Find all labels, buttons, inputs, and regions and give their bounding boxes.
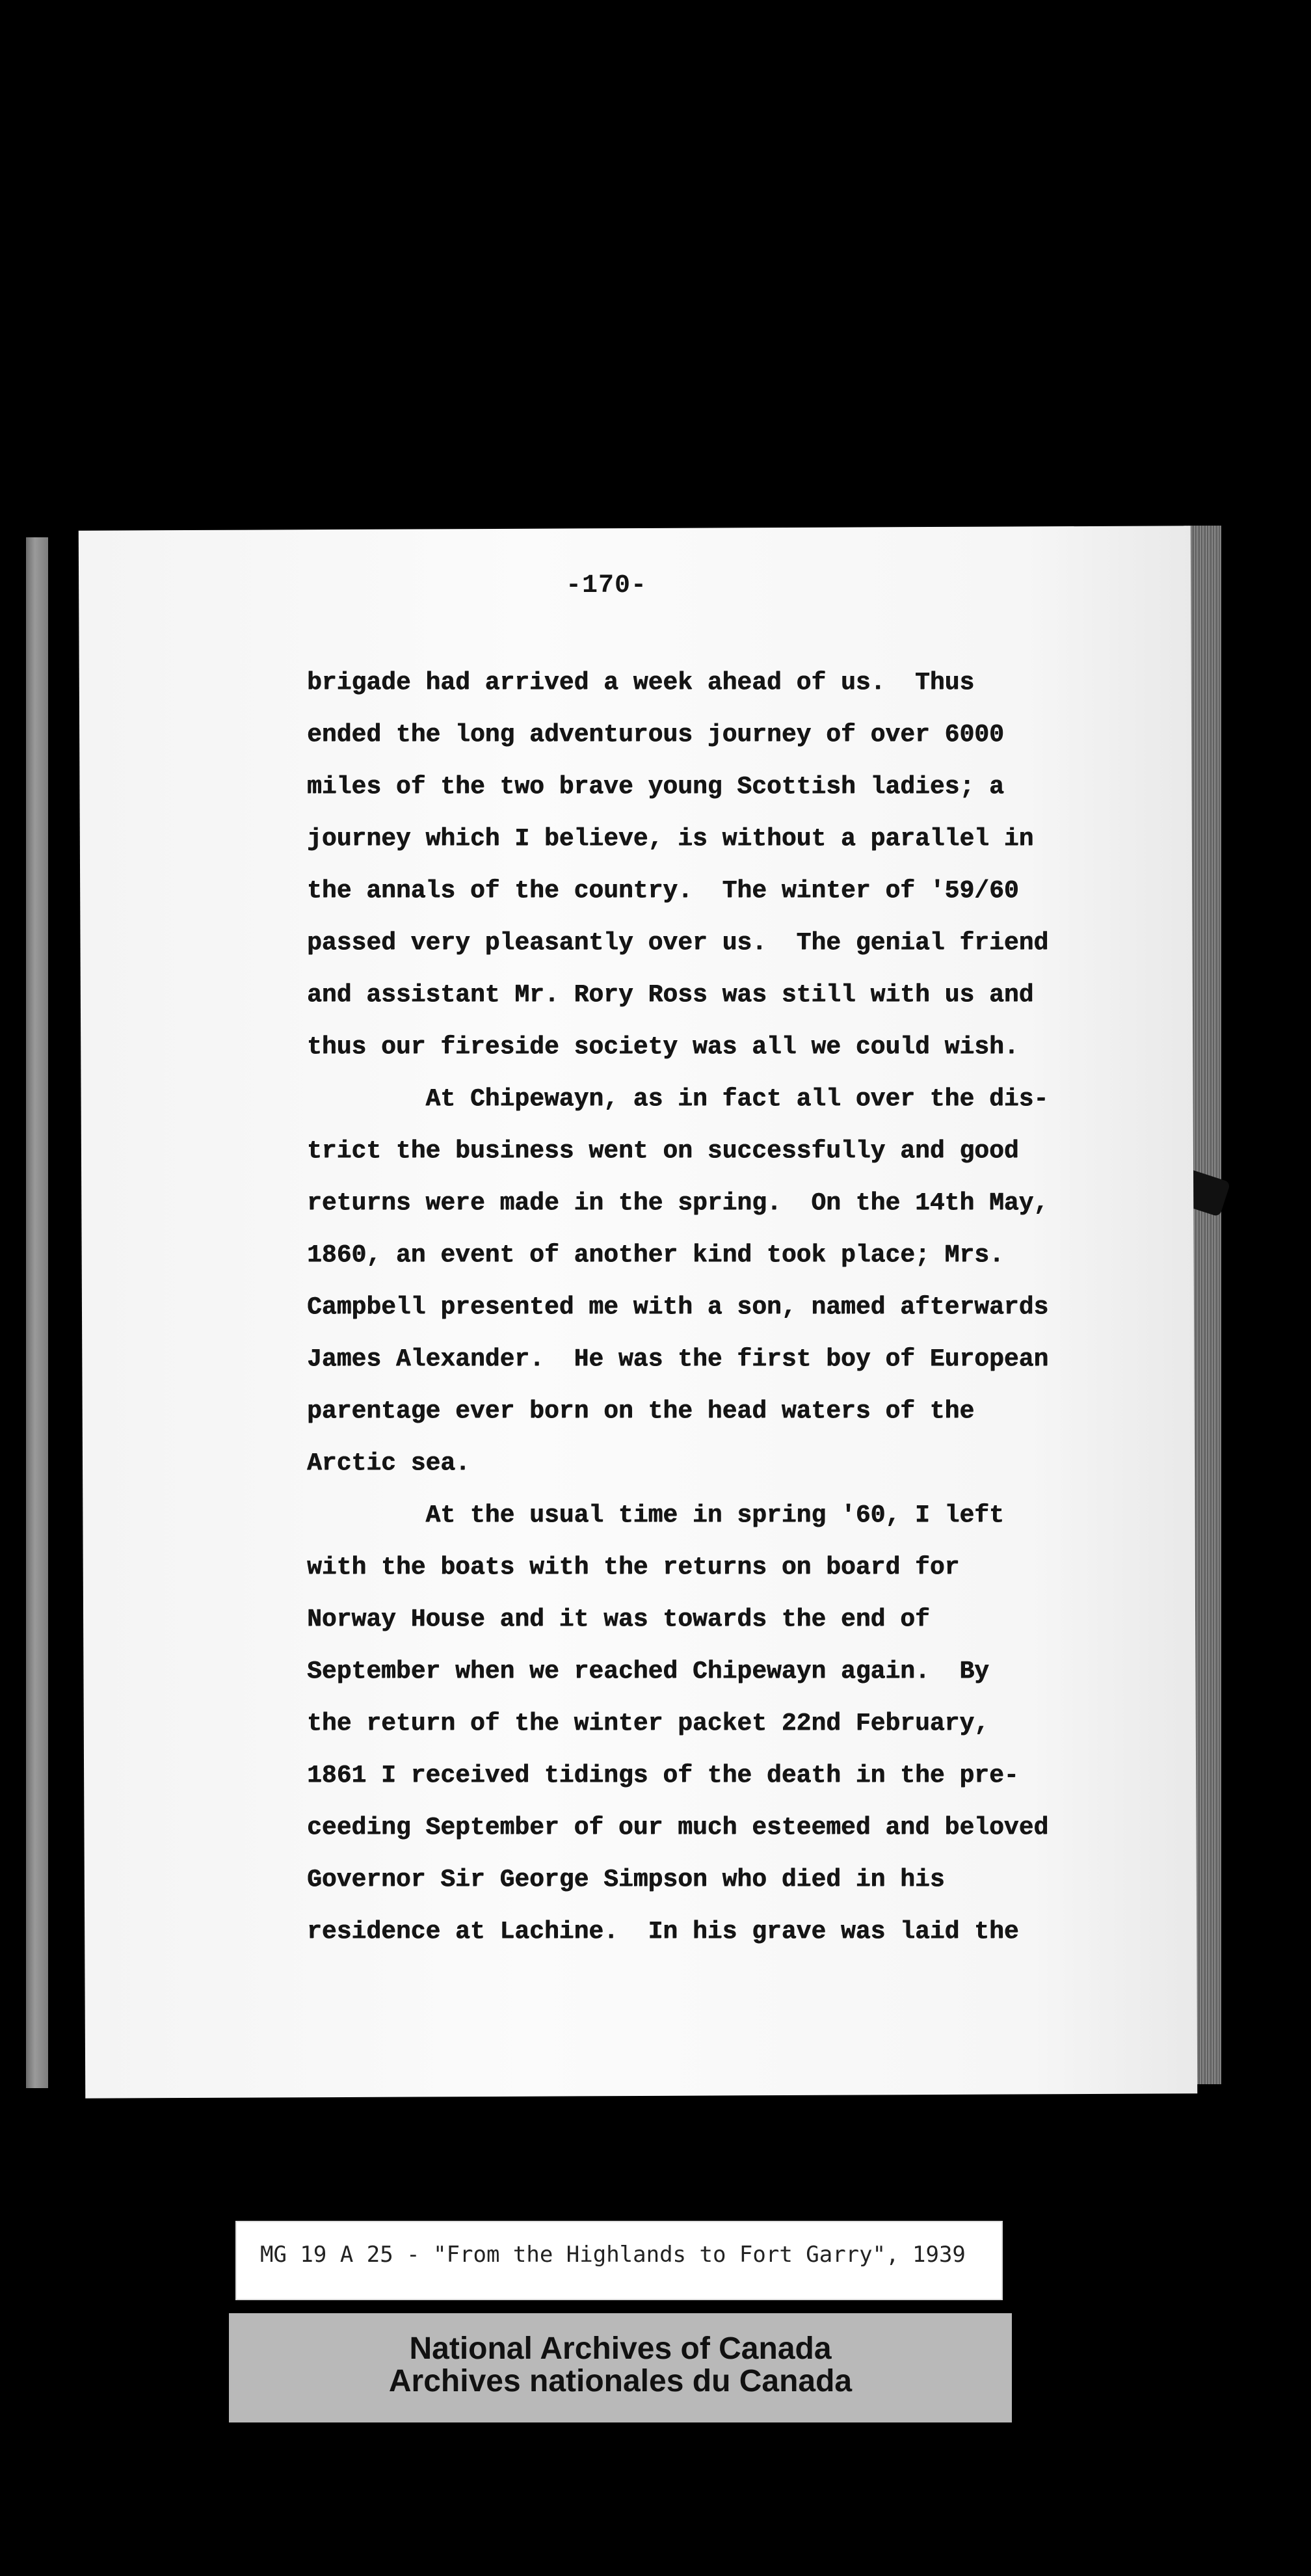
text-line: At Chipewayn, as in fact all over the dis- bbox=[307, 1085, 1049, 1113]
text-line: returns were made in the spring. On the 14th May, bbox=[307, 1189, 1049, 1217]
archive-name-english: National Archives of Canada bbox=[409, 2331, 832, 2366]
text-line: miles of the two brave young Scottish ladies; a bbox=[307, 773, 1004, 801]
text-line: passed very pleasantly over us. The genial friend bbox=[307, 929, 1049, 957]
text-line: 1860, an event of another kind took place; Mrs. bbox=[307, 1241, 1004, 1269]
text-line: ceeding September of our much esteemed and beloved bbox=[307, 1814, 1049, 1842]
archive-banner bbox=[229, 2313, 1012, 2422]
text-line: and assistant Mr. Rory Ross was still with us and bbox=[307, 981, 1034, 1009]
text-line: Arctic sea. bbox=[307, 1449, 470, 1477]
text-line: 1861 I received tidings of the death in the pre- bbox=[307, 1762, 1019, 1790]
text-line: parentage ever born on the head waters of the bbox=[307, 1397, 975, 1425]
text-line: with the boats with the returns on board for bbox=[307, 1553, 960, 1581]
text-line: the annals of the country. The winter of '59/60 bbox=[307, 877, 1019, 905]
text-line: trict the business went on successfully and good bbox=[307, 1137, 1019, 1165]
caption-text: MG 19 A 25 - "From the Highlands to Fort Garry", 1939 bbox=[260, 2242, 966, 2268]
facing-page-edge bbox=[26, 537, 48, 2088]
text-line: Governor Sir George Simpson who died in his bbox=[307, 1866, 945, 1894]
text-line: journey which I believe, is without a parallel in bbox=[307, 825, 1034, 853]
text-line: Campbell presented me with a son, named afterwards bbox=[307, 1293, 1049, 1321]
text-line: ended the long adventurous journey of over 6000 bbox=[307, 721, 1004, 749]
text-line: September when we reached Chipewayn again. By bbox=[307, 1657, 989, 1685]
text-line: the return of the winter packet 22nd February, bbox=[307, 1710, 989, 1737]
page-number: -170- bbox=[566, 571, 648, 600]
text-line: James Alexander. He was the first boy of European bbox=[307, 1345, 1049, 1373]
text-line: brigade had arrived a week ahead of us. Thus bbox=[307, 669, 975, 697]
text-line: thus our fireside society was all we could wish. bbox=[307, 1033, 1019, 1061]
body-text bbox=[307, 657, 1165, 1958]
text-line: At the usual time in spring '60, I left bbox=[307, 1501, 1004, 1529]
reference-caption bbox=[235, 2221, 1003, 2300]
text-line: Norway House and it was towards the end of bbox=[307, 1605, 930, 1633]
archive-name-french: Archives nationales du Canada bbox=[388, 2364, 853, 2398]
text-line: residence at Lachine. In his grave was laid the bbox=[307, 1918, 1019, 1946]
